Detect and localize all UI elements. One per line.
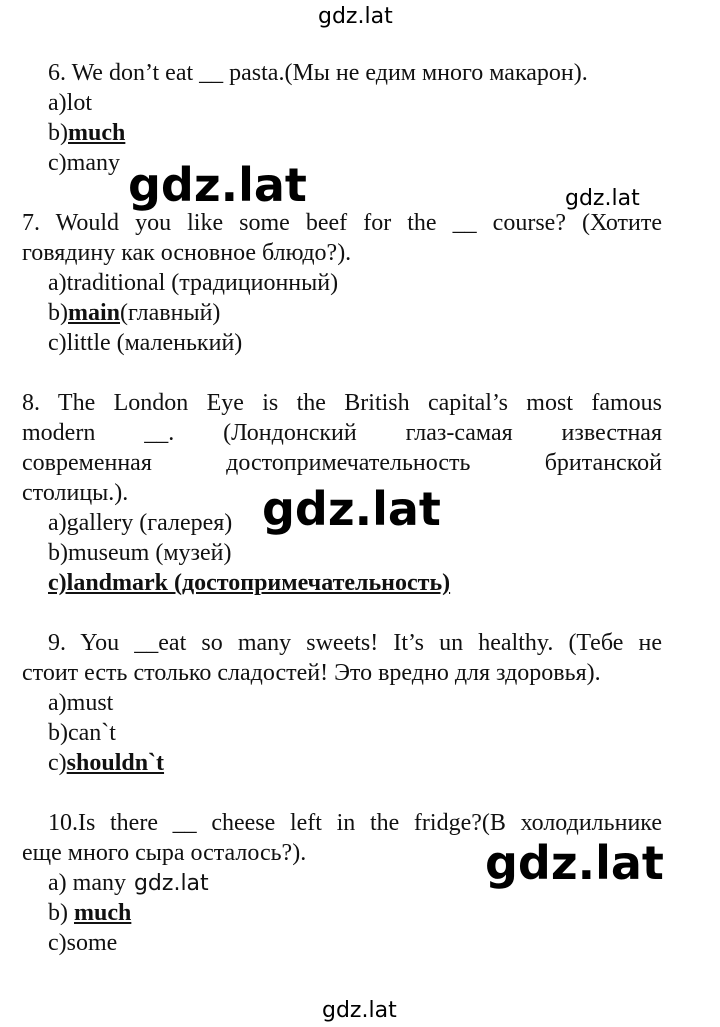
q9-prompt-line2: стоит есть столько сладостей! Это вредно для здоровья).	[22, 660, 601, 686]
q10-prompt-line1: 10.Is there __ cheese left in the fridge?(В холодильнике	[48, 810, 662, 836]
q8-prompt-line1: 8. The London Eye is the British capital’s most famous	[22, 390, 662, 416]
q10-option-b	[48, 898, 131, 928]
q7-prompt-line1: 7. Would you like some beef for the __ course? (Хотите	[22, 210, 662, 236]
q8-prompt-line3: современная достопримечательность британской	[22, 450, 662, 476]
q9-option-a: a)must	[48, 690, 114, 716]
q10-prompt-line2: еще много сыра осталось?).	[22, 840, 307, 866]
q10-option-a	[48, 868, 209, 899]
watermark-q7-small: gdz.lat	[565, 186, 640, 211]
q7-option-b-prefix: b)	[48, 300, 68, 326]
q7-option-a: a)traditional (традиционный)	[48, 270, 339, 296]
watermark-q6-large: gdz.lat	[128, 158, 307, 212]
q6-prompt: 6. We don’t eat __ pasta.(Мы не едим много макарон).	[48, 60, 588, 86]
q8-prompt-line2: modern __. (Лондонский глаз-самая известная	[22, 420, 662, 446]
q7-option-b	[48, 298, 220, 328]
q7-answer: main	[68, 300, 121, 326]
q10-option-b-prefix: b)	[48, 900, 74, 926]
q9-option-b: b)can`t	[48, 720, 116, 746]
q7-option-c: c)little (маленький)	[48, 330, 243, 356]
watermark-bottom: gdz.lat	[322, 998, 397, 1023]
watermark-top: gdz.lat	[318, 4, 393, 29]
q8-option-a: a)gallery (галерея)	[48, 510, 233, 536]
q9-option-c-prefix: c)	[48, 750, 67, 776]
q10-option-a-text: a) many	[48, 870, 126, 896]
q8-prompt-line4: столицы.).	[22, 480, 129, 506]
q6-option-b-prefix: b)	[48, 120, 68, 146]
q6-option-c: c)many	[48, 150, 120, 176]
watermark-q10-large: gdz.lat	[485, 836, 664, 890]
q6-answer: much	[68, 120, 126, 146]
q8-option-b: b)museum (музей)	[48, 540, 232, 566]
q9-prompt-line1: 9. You __eat so many sweets! It’s un healthy. (Тебе не	[48, 630, 662, 656]
q7-prompt-line2: говядину как основное блюдо?).	[22, 240, 352, 266]
q7-option-b-suffix: (главный)	[120, 300, 221, 326]
q6-option-b	[48, 118, 125, 148]
q6-option-a: a)lot	[48, 90, 92, 116]
q10-answer: much	[74, 900, 132, 926]
q10-option-c: c)some	[48, 930, 118, 956]
q9-answer: shouldn`t	[66, 750, 165, 776]
q9-option-c	[48, 748, 164, 778]
q8-answer: c)landmark (достопримечательность)	[48, 570, 451, 596]
watermark-q10-inline: gdz.lat	[133, 871, 209, 896]
watermark-q8-large: gdz.lat	[262, 482, 441, 536]
